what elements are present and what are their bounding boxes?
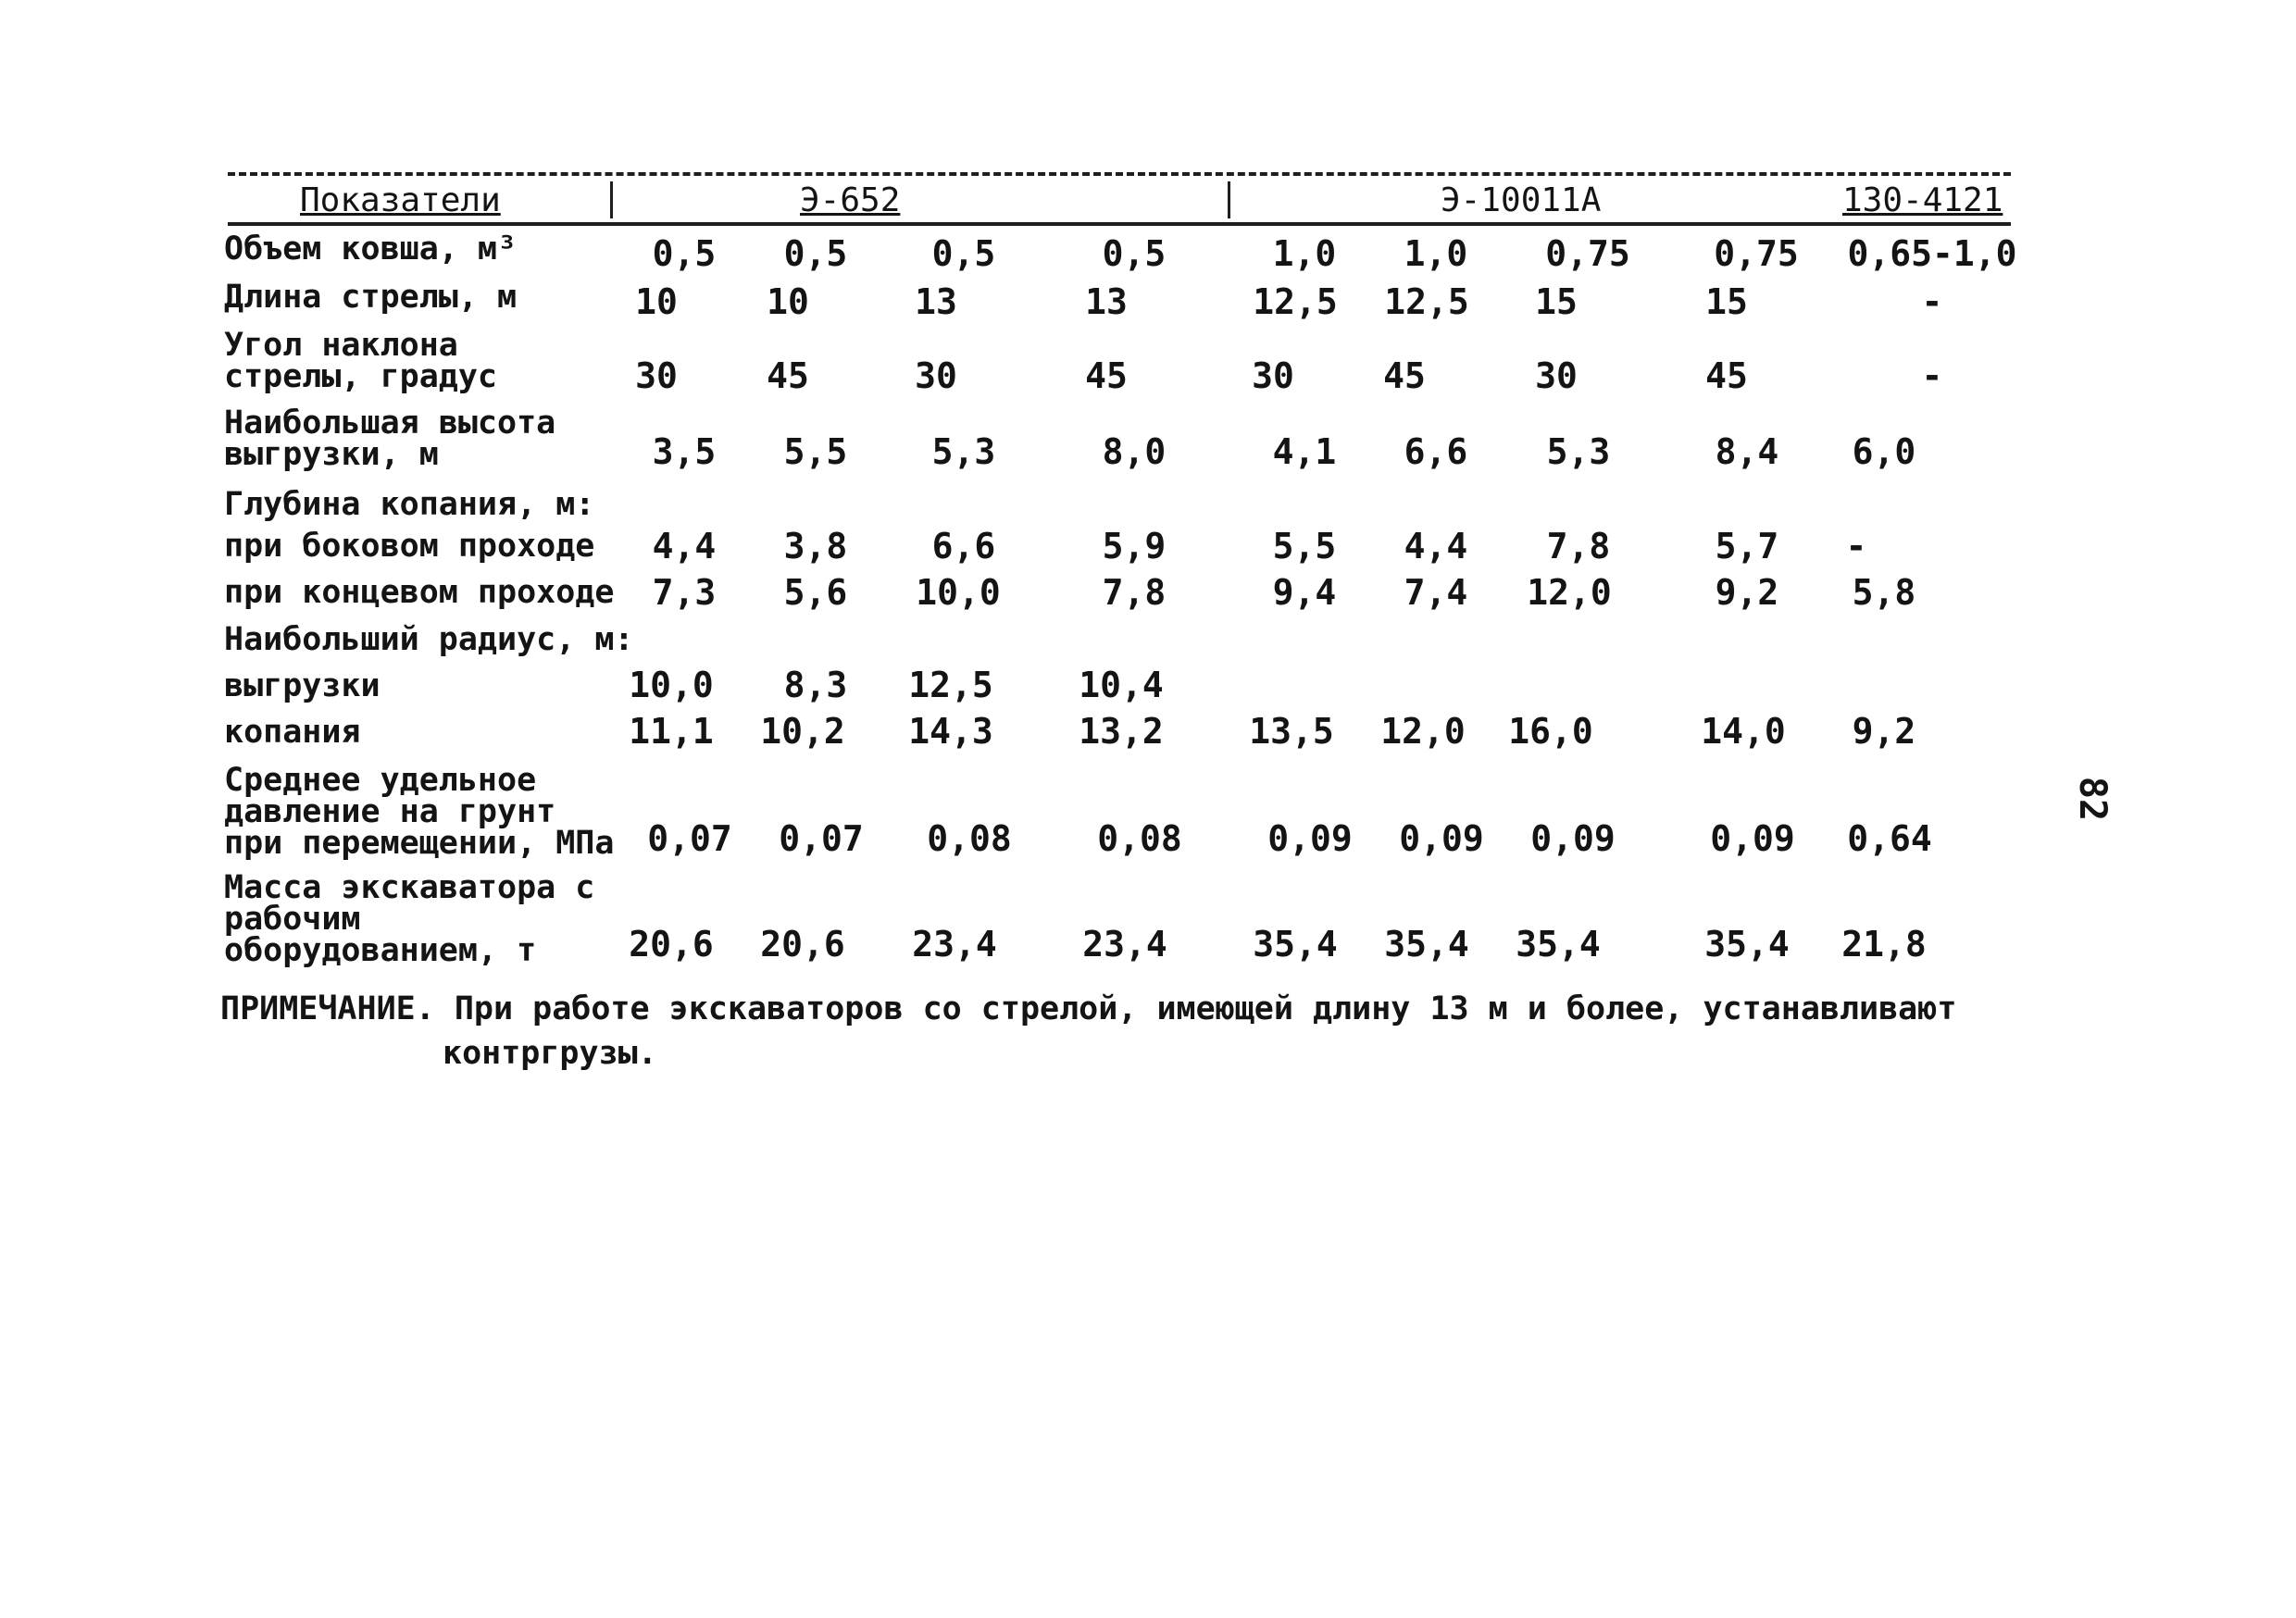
table-cell: 6,0 [1852,431,1916,472]
table-cell: 30 [1535,355,1578,396]
table-cell: 12,5 [908,665,993,705]
table-cell: 35,4 [1253,924,1338,965]
table-cell: 4,4 [1404,526,1468,566]
table-cell: 7,8 [1546,526,1611,566]
table-cell: 11,1 [629,711,714,752]
table-cell: 1,0 [1404,233,1468,274]
table-cell: 0,5 [931,233,996,274]
table-cell: 13,2 [1079,711,1164,752]
table-cell: 12,0 [1527,572,1612,613]
table-cell: 9,4 [1272,572,1337,613]
table-cell: 10,0 [916,572,1001,613]
table-cell: 0,65-1,0 [1847,233,2017,274]
table-cell: 0,5 [652,233,717,274]
table-cell: 10,4 [1079,665,1164,705]
table-cell: 23,4 [912,924,997,965]
table-cell: 5,5 [783,431,848,472]
table-cell: 14,3 [908,711,993,752]
table-note-continuation: контргрузы. [443,1035,657,1072]
page-number: 82 [2071,776,2115,822]
table-cell: 20,6 [629,924,714,965]
table-cell: 5,7 [1715,526,1779,566]
table-cell: 8,4 [1715,431,1779,472]
table-cell: 8,0 [1102,431,1167,472]
table-cell: 5,9 [1102,526,1167,566]
table-note: ПРИМЕЧАНИЕ. При работе экскаваторов со стрелой, имеющей длину 13 м и более, устанавливают [220,990,1957,1027]
table-cell: 45 [767,355,809,396]
table-cell: 12,0 [1380,711,1466,752]
header-group-e10011a: Э-10011А [1441,181,1602,219]
row-label-excavator-mass: Масса экскаватора с рабочим оборудованием, т [224,869,595,969]
table-cell: 0,09 [1710,818,1795,859]
table-cell: 35,4 [1704,924,1790,965]
table-cell: 5,5 [1272,526,1337,566]
table-cell: 3,5 [652,431,717,472]
header-indicators: Показатели [300,181,501,219]
table-cell: 0,07 [779,818,864,859]
column-divider [1228,181,1230,218]
table-cell: 9,2 [1715,572,1779,613]
table-cell: 0,07 [647,818,732,859]
table-header-rule [228,222,2011,226]
table-cell: 0,5 [783,233,848,274]
table-cell: 30 [915,355,957,396]
header-group-e652: Э-652 [800,181,901,219]
table-cell: 12,5 [1253,281,1338,322]
column-divider [610,181,613,218]
row-label-unload: выгрузки [224,667,381,704]
row-label-dig: копания [224,714,361,751]
table-cell: 5,3 [931,431,996,472]
table-cell: 4,4 [652,526,717,566]
table-cell: 15 [1535,281,1578,322]
table-cell: 35,4 [1516,924,1601,965]
table-cell: 13 [915,281,957,322]
table-cell: - [1921,281,1943,322]
table-cell: 7,3 [652,572,717,613]
table-cell: 23,4 [1082,924,1167,965]
row-label-end-pass: при концевом проходе [224,574,615,611]
table-cell: 0,75 [1545,233,1630,274]
table-cell: 45 [1085,355,1128,396]
table-cell: - [1921,355,1943,396]
row-label-boom-angle: Угол наклона стрелы, градус [224,327,498,395]
table-cell: 45 [1383,355,1426,396]
table-cell: 14,0 [1701,711,1786,752]
table-cell: 30 [635,355,678,396]
table-cell: 13,5 [1249,711,1334,752]
table-top-rule [228,172,2011,176]
table-cell: 7,8 [1102,572,1167,613]
table-cell: 4,1 [1272,431,1337,472]
row-label-boom-length: Длина стрелы, м [224,279,518,316]
table-cell: 12,5 [1384,281,1469,322]
table-cell: 21,8 [1841,924,1927,965]
table-cell: 35,4 [1384,924,1469,965]
row-label-dig-depth: Глубина копания, м: [224,486,595,523]
table-cell: 8,3 [783,665,848,705]
row-label-bucket-volume: Объем ковша, м³ [224,230,518,268]
table-cell: 0,08 [927,818,1012,859]
table-cell: 0,5 [1102,233,1167,274]
table-cell: 10 [635,281,678,322]
table-cell: 16,0 [1508,711,1593,752]
table-cell: 30 [1252,355,1294,396]
table-cell: 0,75 [1714,233,1799,274]
header-group-130-4121: 130-4121 [1842,181,2003,219]
table-cell: 0,08 [1097,818,1182,859]
table-cell: 1,0 [1272,233,1337,274]
table-cell: 20,6 [760,924,845,965]
table-cell: 13 [1085,281,1128,322]
table-cell: - [1845,526,1867,566]
table-cell: 10,0 [629,665,714,705]
table-cell: 0,64 [1847,818,1932,859]
table-cell: 0,09 [1530,818,1616,859]
table-cell: 45 [1705,355,1748,396]
table-cell: 5,6 [783,572,848,613]
table-cell: 10 [767,281,809,322]
table-cell: 10,2 [760,711,845,752]
table-cell: 15 [1705,281,1748,322]
table-cell: 6,6 [1404,431,1468,472]
table-cell: 3,8 [783,526,848,566]
row-label-max-radius: Наибольший радиус, м: [224,621,634,658]
row-label-ground-pressure: Среднее удельное давление на грунт при перемещении, МПа [224,762,615,862]
row-label-side-pass: при боковом проходе [224,528,595,565]
table-cell: 9,2 [1852,711,1916,752]
table-cell: 6,6 [931,526,996,566]
table-cell: 5,3 [1546,431,1611,472]
table-cell: 0,09 [1399,818,1484,859]
table-cell: 0,09 [1267,818,1353,859]
table-cell: 7,4 [1404,572,1468,613]
row-label-max-unload-height: Наибольшая высота выгрузки, м [224,404,556,473]
table-cell: 5,8 [1852,572,1916,613]
